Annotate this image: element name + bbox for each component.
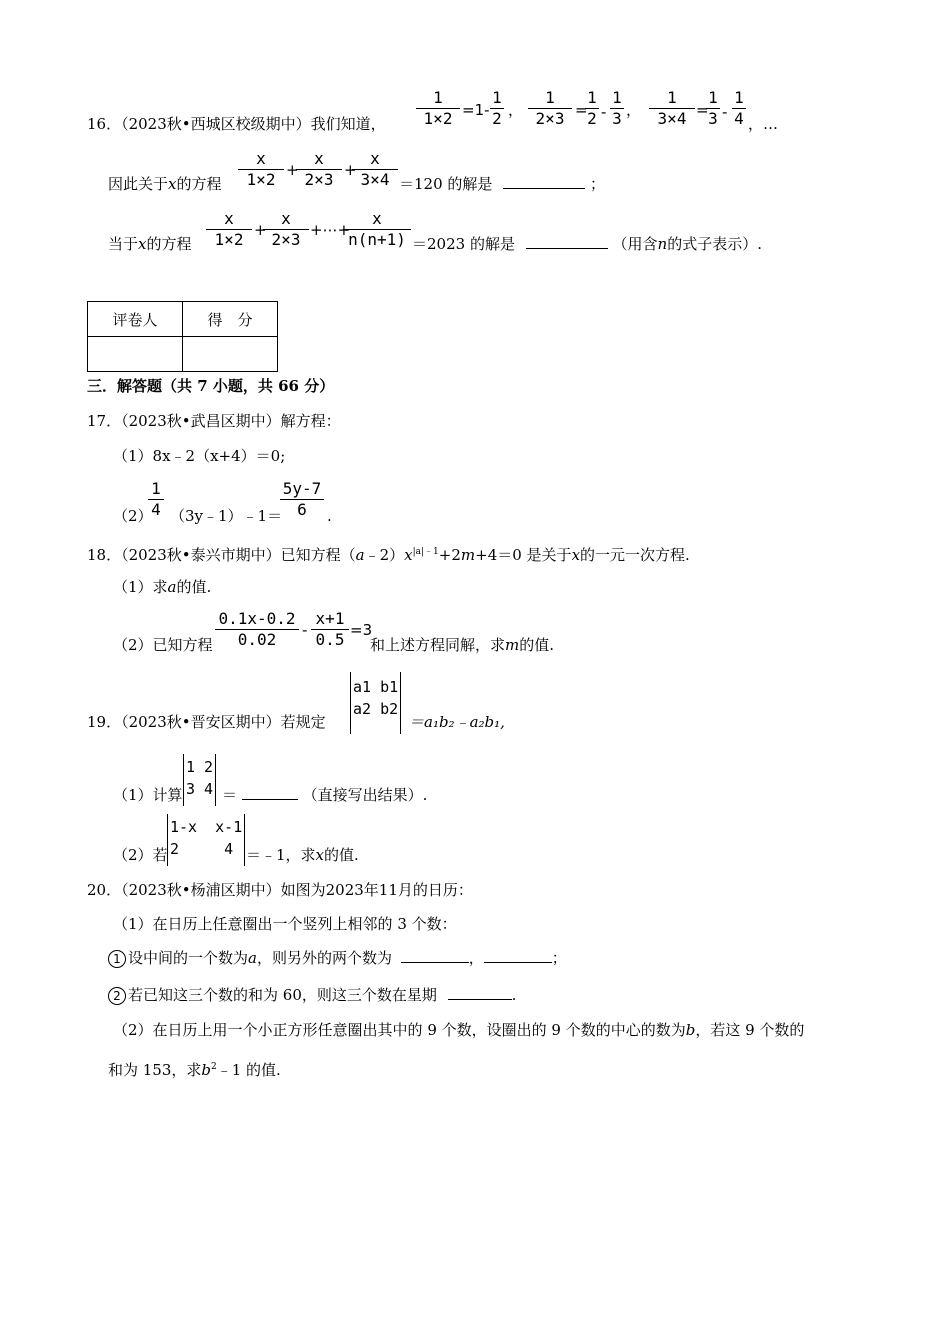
q20-sub2: 2 若已知这三个数的和为 60，则这三个数在星期 . [108,985,516,1005]
fraction: 1 3 [706,89,720,128]
score-header-score: 得 分 [183,302,278,337]
fraction: 1 2×3 [528,89,572,128]
fraction: x 2×3 [296,150,342,189]
answer-blank[interactable] [242,785,298,800]
fraction: 1 4 [732,89,746,128]
q17-title: 17．（2023秋•武昌区期中）解方程： [87,412,341,430]
score-cell-grader[interactable] [88,337,183,372]
answer-blank[interactable] [448,985,512,1000]
answer-blank[interactable] [484,948,552,963]
circled-number: 1 [108,950,126,968]
q19-part2-label: （2）若 [113,846,168,864]
score-cell-score[interactable] [183,337,278,372]
section-heading: 三．解答题（共 7 小题，共 66 分） [87,377,335,395]
score-header-grader: 评卷人 [88,302,183,337]
fraction: 0.1x-0.2 0.02 [215,610,299,649]
q18-part1: （1）求a的值. [113,578,212,596]
q19-title: 19．（2023秋•晋安区期中）若规定 [87,713,326,731]
determinant: 1-x x-1 2 4 [167,814,245,866]
fraction: 1 2 [585,89,599,128]
q19-part1-label: （1）计算 [113,786,183,804]
determinant: a1 b1 a2 b2 [350,672,401,734]
circled-number: 2 [108,987,126,1005]
q19-rule: ＝a₁b₂﹣a₂b₁, [409,713,505,731]
fraction: x+1 0.5 [311,610,349,649]
answer-blank[interactable] [503,174,585,189]
answer-blank[interactable] [526,234,608,249]
q17-part2-label: （2） [113,507,153,525]
answer-blank[interactable] [401,948,469,963]
fraction: 1 1×2 [416,89,460,128]
q16-title: 16．（2023秋•西城区校级期中）我们知道， [87,115,386,133]
q20-part1: （1）在日历上任意圈出一个竖列上相邻的 3 个数： [113,915,457,933]
fraction: 1 3×4 [649,89,695,128]
score-table [87,301,278,372]
q20-part2: （2）在日历上用一个小正方形任意圈出其中的 9 个数，设圈出的 9 个数的中心的数为b，若这 9 个数的 [113,1021,805,1039]
fraction: x 3×4 [352,150,398,189]
q20-title: 20．（2023秋•杨浦区期中）如图为2023年11月的日历： [87,881,473,899]
fraction: 5y-7 6 [280,480,324,519]
q17-part1: （1）8x﹣2（x+4）＝0; [113,447,286,465]
q20-part2-line2: 和为 153，求$b^2﹣1$ 的值. [108,1061,281,1079]
fraction: x n(n+1) [343,210,411,249]
fraction: x 1×2 [206,210,252,249]
fraction: 1 2 [490,89,504,128]
fraction: x 2×3 [263,210,309,249]
fraction: 1 4 [148,480,164,519]
q16-line3: 当于x的方程 [108,235,192,253]
fraction: x 1×2 [238,150,284,189]
q16-line2: 因此关于x的方程 [108,175,222,193]
fraction: 1 3 [610,89,624,128]
q18-part2-label: （2）已知方程 [113,636,213,654]
q18-title: 18．（2023秋•泰兴市期中）已知方程$(a﹣2)x^{|a|﹣1}+2m+4=0$ 是关于x的一元一次方程. [87,546,690,564]
determinant: 1 2 3 4 [183,754,216,806]
q20-sub1: 1 设中间的一个数为a，则另外的两个数为 ， ； [108,948,567,968]
